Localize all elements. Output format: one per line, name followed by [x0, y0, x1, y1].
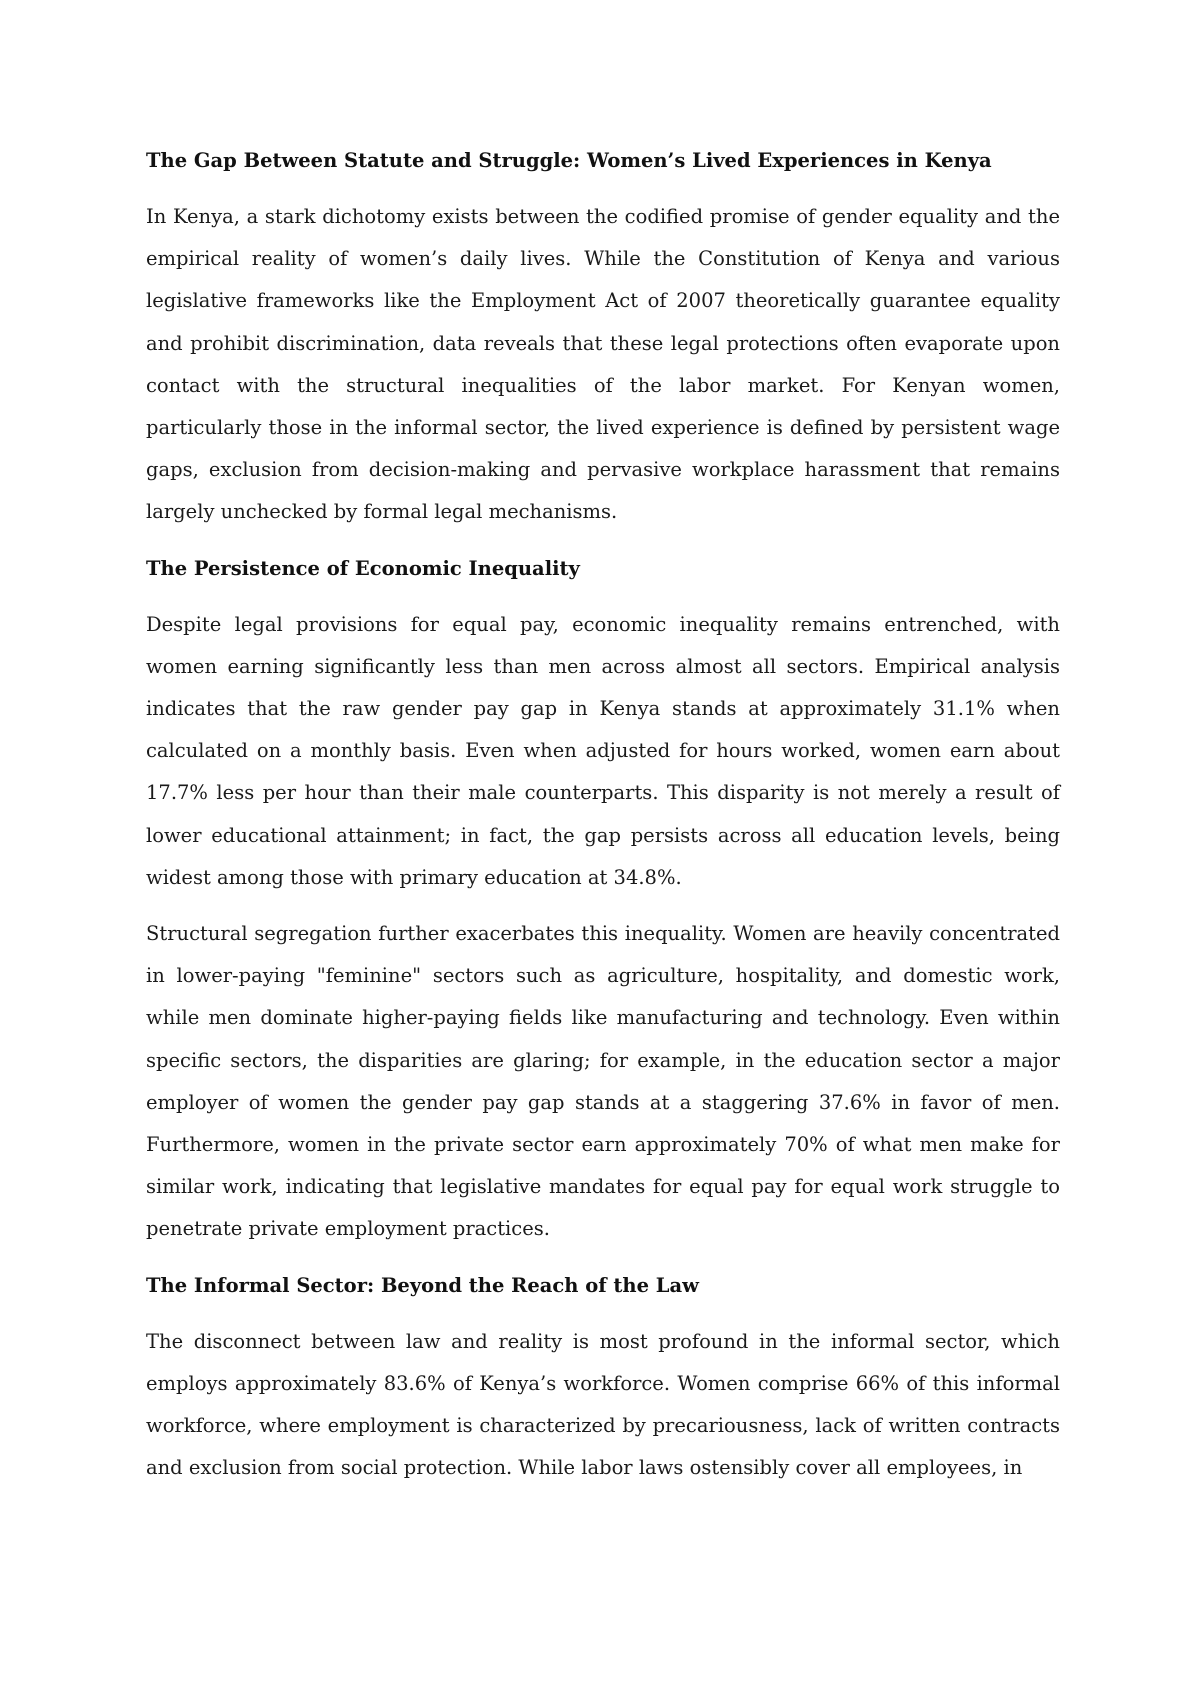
- intro-paragraph: In Kenya, a stark dichotomy exists between the codified promise of gender equality and the empirical reality of women’s daily lives. While the Constitution of Kenya and various legislative frameworks like the Employment Act of 2007 theoretically guarantee equality and prohibit discrimination, data reveals that these legal protections often evaporate upon contact with the structural inequalities of the labor market. For Kenyan women, particularly those in the informal sector, the lived experience is defined by persistent wage gaps, exclusion from decision-making and pervasive workplace harassment that remains largely unchecked by formal legal mechanisms.: [146, 205, 1060, 524]
- paragraph-structural-segregation: Structural segregation further exacerbates this inequality. Women are heavily concentrated in lower-paying "feminine" sectors such as agriculture, hospitality, and domestic work, while men dominate higher-paying fields like manufacturing and technology. Even within specific sectors, the disparities are glaring; for example, in the education sector a major employer of women the gender pay gap stands at a staggering 37.6% in favor of men. Furthermore, women in the private sector earn approximately 70% of what men make for similar work, indicating that legislative mandates for equal pay for equal work struggle to penetrate private employment practices.: [146, 922, 1060, 1241]
- section-heading-economic-inequality: The Persistence of Economic Inequality: [146, 556, 580, 580]
- paragraph-informal-sector: The disconnect between law and reality is most profound in the informal sector, which employs approximately 83.6% of Kenya’s workforce. Women comprise 66% of this informal workforce, where employment is characterized by precariousness, lack of written contracts and exclusion from social protection. While labor laws ostensibly cover all employees, in: [146, 1329, 1060, 1480]
- document-title: The Gap Between Statute and Struggle: Women’s Lived Experiences in Kenya: [146, 149, 992, 172]
- section-heading-informal-sector: The Informal Sector: Beyond the Reach of the Law: [146, 1273, 699, 1297]
- paragraph-pay-gap: Despite legal provisions for equal pay, economic inequality remains entrenched, with women earning significantly less than men across almost all sectors. Empirical analysis indicates that the raw gender pay gap in Kenya stands at approximately 31.1% when calculated on a monthly basis. Even when adjusted for hours worked, women earn about 17.7% less per hour than their male counterparts. This disparity is not merely a result of lower educational attainment; in fact, the gap persists across all education levels, being widest among those with primary education at 34.8%.: [146, 612, 1060, 889]
- document-body: [146, 140, 1060, 1503]
